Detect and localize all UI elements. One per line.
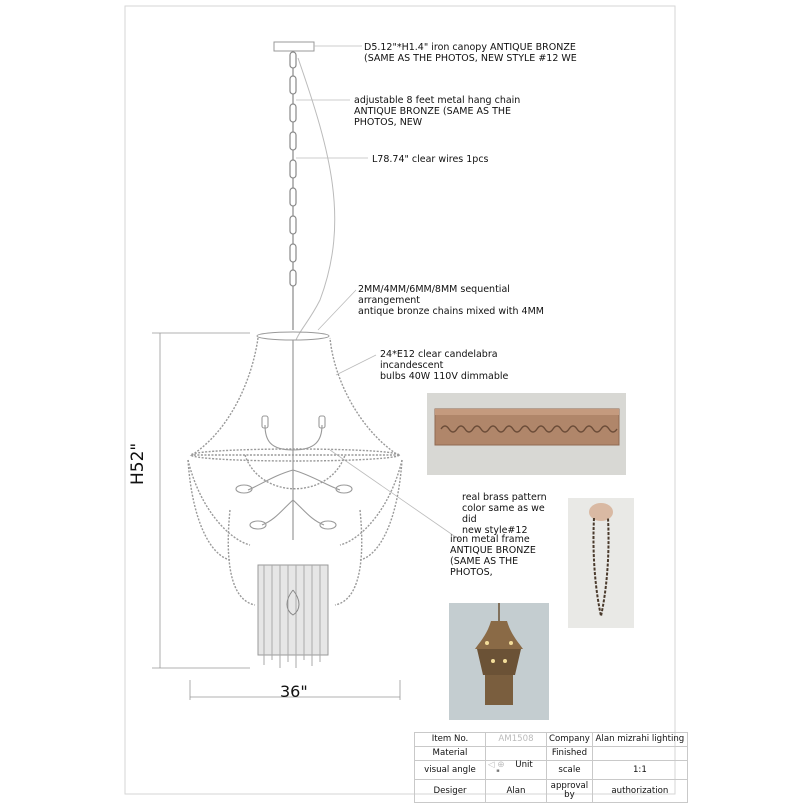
company-value: Alan mizrahi lighting [592,733,687,747]
approval-label: approval by [547,780,593,803]
scale-label: scale [547,761,593,780]
view-angle-icon: ◁ ⊕ [488,760,505,770]
canopy-note: D5.12"*H1.4" iron canopy ANTIQUE BRONZE (SAME AS THE PHOTOS, NEW STYLE #12 WE [364,42,577,64]
material-label: Material [415,747,486,761]
scale-value: 1:1 [592,761,687,780]
candle-arms [236,416,352,529]
brass-note: real brass pattern color same as we did new style#12 [462,492,547,536]
chains-mix-note: 2MM/4MM/6MM/8MM sequential arrangement antique bronze chains mixed with 4MM [358,284,544,317]
title-block [414,732,688,803]
visual-angle-label: visual angle [415,761,486,780]
chandelier-photo [449,603,549,720]
wires-note: L78.74" clear wires 1pcs [372,154,489,165]
company-label: Company [547,733,593,747]
hang-chain [290,52,296,330]
brass-strip-photo [427,393,626,475]
upper-shade [192,338,398,455]
frame-note: iron metal frame ANTIQUE BRONZE (SAME AS THE PHOTOS, [450,534,536,578]
chain-note: adjustable 8 feet metal hang chain ANTIQUE BRONZE (SAME AS THE PHOTOS, NEW [354,95,521,128]
unit-value: " [496,769,500,779]
designer-value: Alan [486,780,547,803]
height-dimension: H52" [128,442,148,485]
item-no-value: AM1508 [486,733,547,747]
item-no-label: Item No. [415,733,486,747]
unit-label: Unit [515,760,533,770]
designer-label: Desiger [415,780,486,803]
bulbs-note: 24*E12 clear candelabra incandescent bulbs 40W 110V dimmable [380,349,509,382]
chain-sample-photo [568,498,634,628]
canopy [274,42,314,51]
authorization-label: authorization [592,780,687,803]
top-ring [257,332,329,340]
lower-cascade [258,565,328,655]
unit-cell [486,761,547,780]
width-dimension: 36" [280,682,308,701]
finished-label: Finished [547,747,593,761]
